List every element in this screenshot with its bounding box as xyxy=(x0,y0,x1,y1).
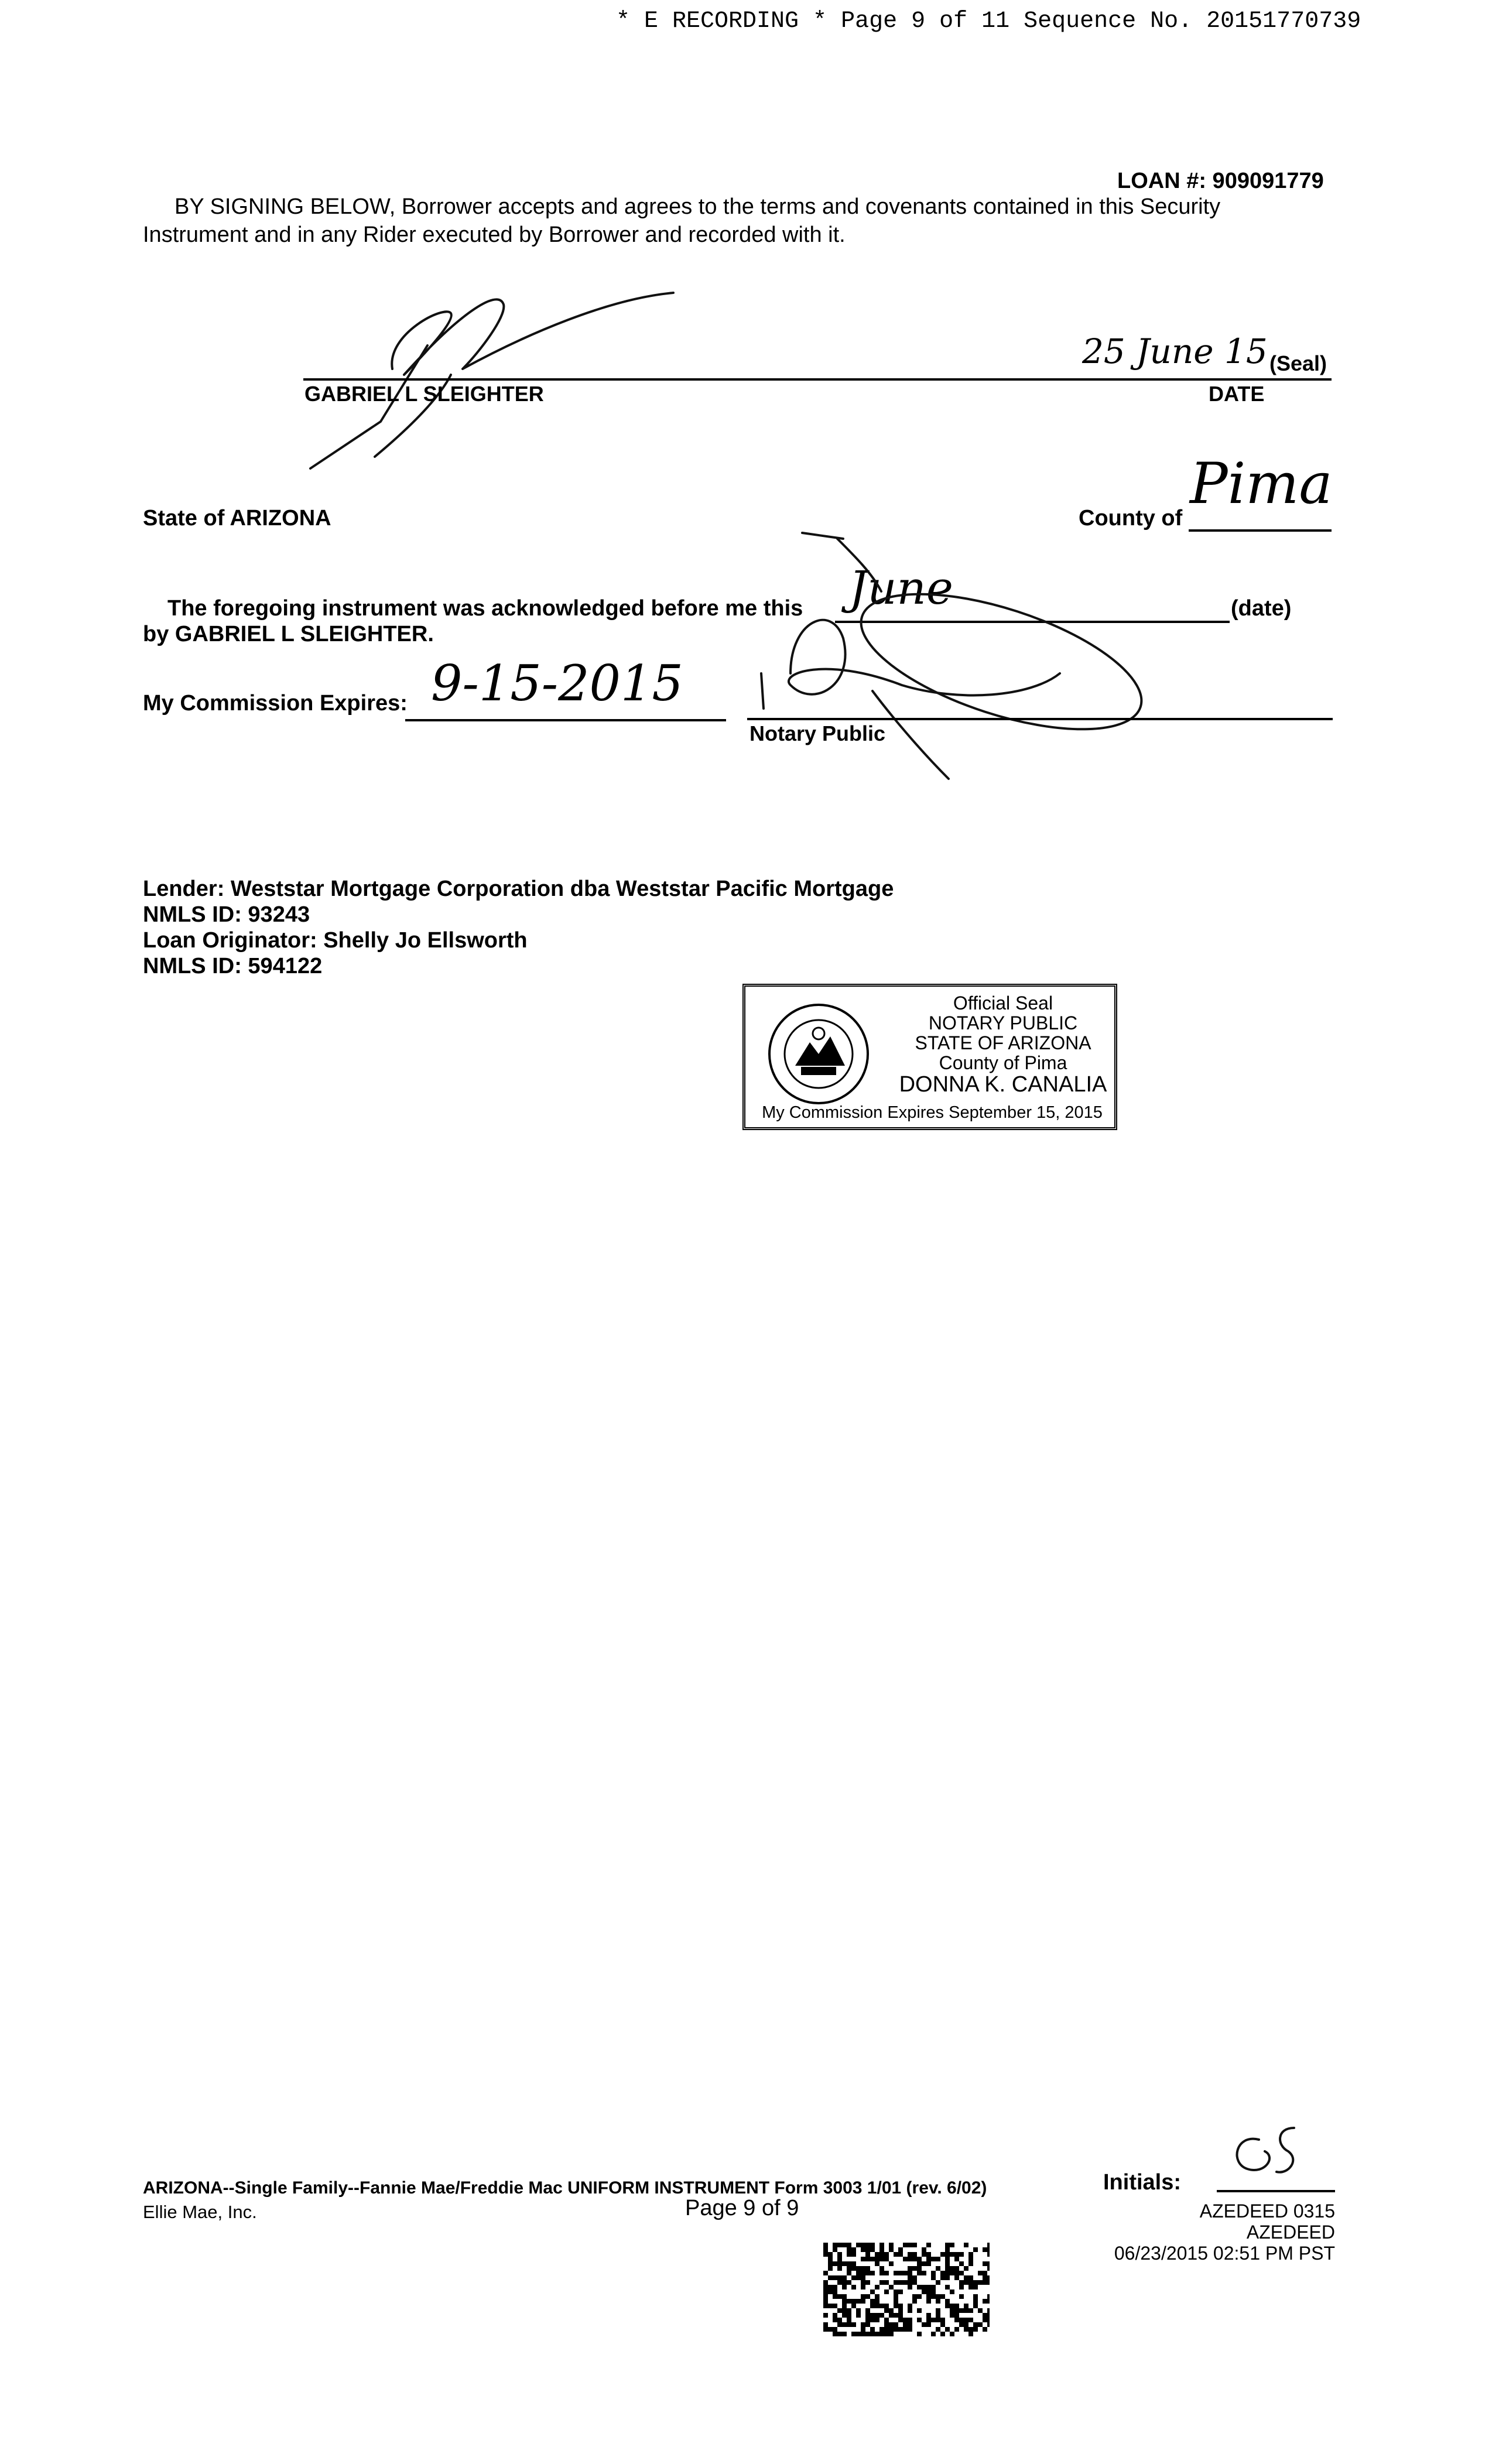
code-1: AZEDEED 0315 xyxy=(1199,2201,1335,2222)
stamp-line-official: Official Seal xyxy=(953,993,1053,1014)
stamp-text xyxy=(898,993,1108,1096)
date-label: DATE xyxy=(1209,382,1265,406)
stamp-line-notary-name: DONNA K. CANALIA xyxy=(899,1072,1107,1097)
loan-originator: Loan Originator: Shelly Jo Ellsworth xyxy=(143,928,528,953)
ack-date-label: (date) xyxy=(1231,596,1292,621)
vendor: Ellie Mae, Inc. xyxy=(143,2202,257,2222)
borrower-name: GABRIEL L SLEIGHTER xyxy=(304,382,544,406)
stamp-line-county: County of Pima xyxy=(939,1052,1067,1073)
state-label: State of ARIZONA xyxy=(143,506,331,531)
originator-nmls: NMLS ID: 594122 xyxy=(143,954,323,978)
handwritten-signing-date: 25 June 15 xyxy=(1082,331,1268,371)
intro-line-2: Instrument and in any Rider executed by Borrower and recorded with it. xyxy=(143,223,846,247)
timestamp: 06/23/2015 02:51 PM PST xyxy=(1114,2243,1335,2264)
notary-seal-stamp xyxy=(742,984,1117,1130)
lender-name: Lender: Weststar Mortgage Corporation dba Weststar Pacific Mortgage xyxy=(143,877,894,901)
notary-public-label: Notary Public xyxy=(750,721,886,745)
borrower-signature-line xyxy=(303,378,1332,381)
recording-header: * E RECORDING * Page 9 of 11 Sequence No. 20151770739 xyxy=(616,8,1361,35)
loan-number: LOAN #: 909091779 xyxy=(1117,169,1324,193)
seal-label: (Seal) xyxy=(1269,351,1327,375)
page-number: Page 9 of 9 xyxy=(685,2196,799,2220)
lender-nmls: NMLS ID: 93243 xyxy=(143,902,310,927)
handwritten-initials xyxy=(1224,2116,1306,2186)
document-codes xyxy=(1195,2201,1335,2243)
commission-label: My Commission Expires: xyxy=(143,691,408,716)
handwritten-commission-date: 9-15-2015 xyxy=(431,655,683,712)
code-2: AZEDEED xyxy=(1246,2222,1335,2243)
acknowledgement-line-1: The foregoing instrument was acknowledged before me this xyxy=(167,596,803,621)
stamp-line-state: STATE OF ARIZONA xyxy=(915,1032,1091,1053)
barcode-icon xyxy=(823,2243,990,2336)
lender-info xyxy=(143,876,894,979)
county-line xyxy=(1189,529,1332,532)
intro-line-1: BY SIGNING BELOW, Borrower accepts and agrees to the terms and covenants contained in this Security xyxy=(174,194,1221,219)
initials-label: Initials: xyxy=(1103,2170,1182,2195)
handwritten-ack-date: June xyxy=(849,562,953,615)
acknowledgement-line-2: by GABRIEL L SLEIGHTER. xyxy=(143,622,434,646)
stamp-line-notary: NOTARY PUBLIC xyxy=(928,1012,1078,1033)
form-line: ARIZONA--Single Family--Fannie Mae/Freddie Mac UNIFORM INSTRUMENT Form 3003 1/01 (rev. 6/02) xyxy=(143,2178,987,2198)
stamp-line-expires: My Commission Expires September 15, 2015 xyxy=(762,1103,1103,1122)
notary-signature-line xyxy=(747,718,1333,720)
notary-signature xyxy=(755,515,1177,790)
initials-line xyxy=(1217,2190,1335,2192)
state-seal-icon xyxy=(766,1001,871,1107)
commission-line xyxy=(405,719,726,721)
handwritten-county: Pima xyxy=(1190,451,1333,516)
borrower-signature xyxy=(304,281,691,480)
county-label: County of xyxy=(1079,506,1183,531)
